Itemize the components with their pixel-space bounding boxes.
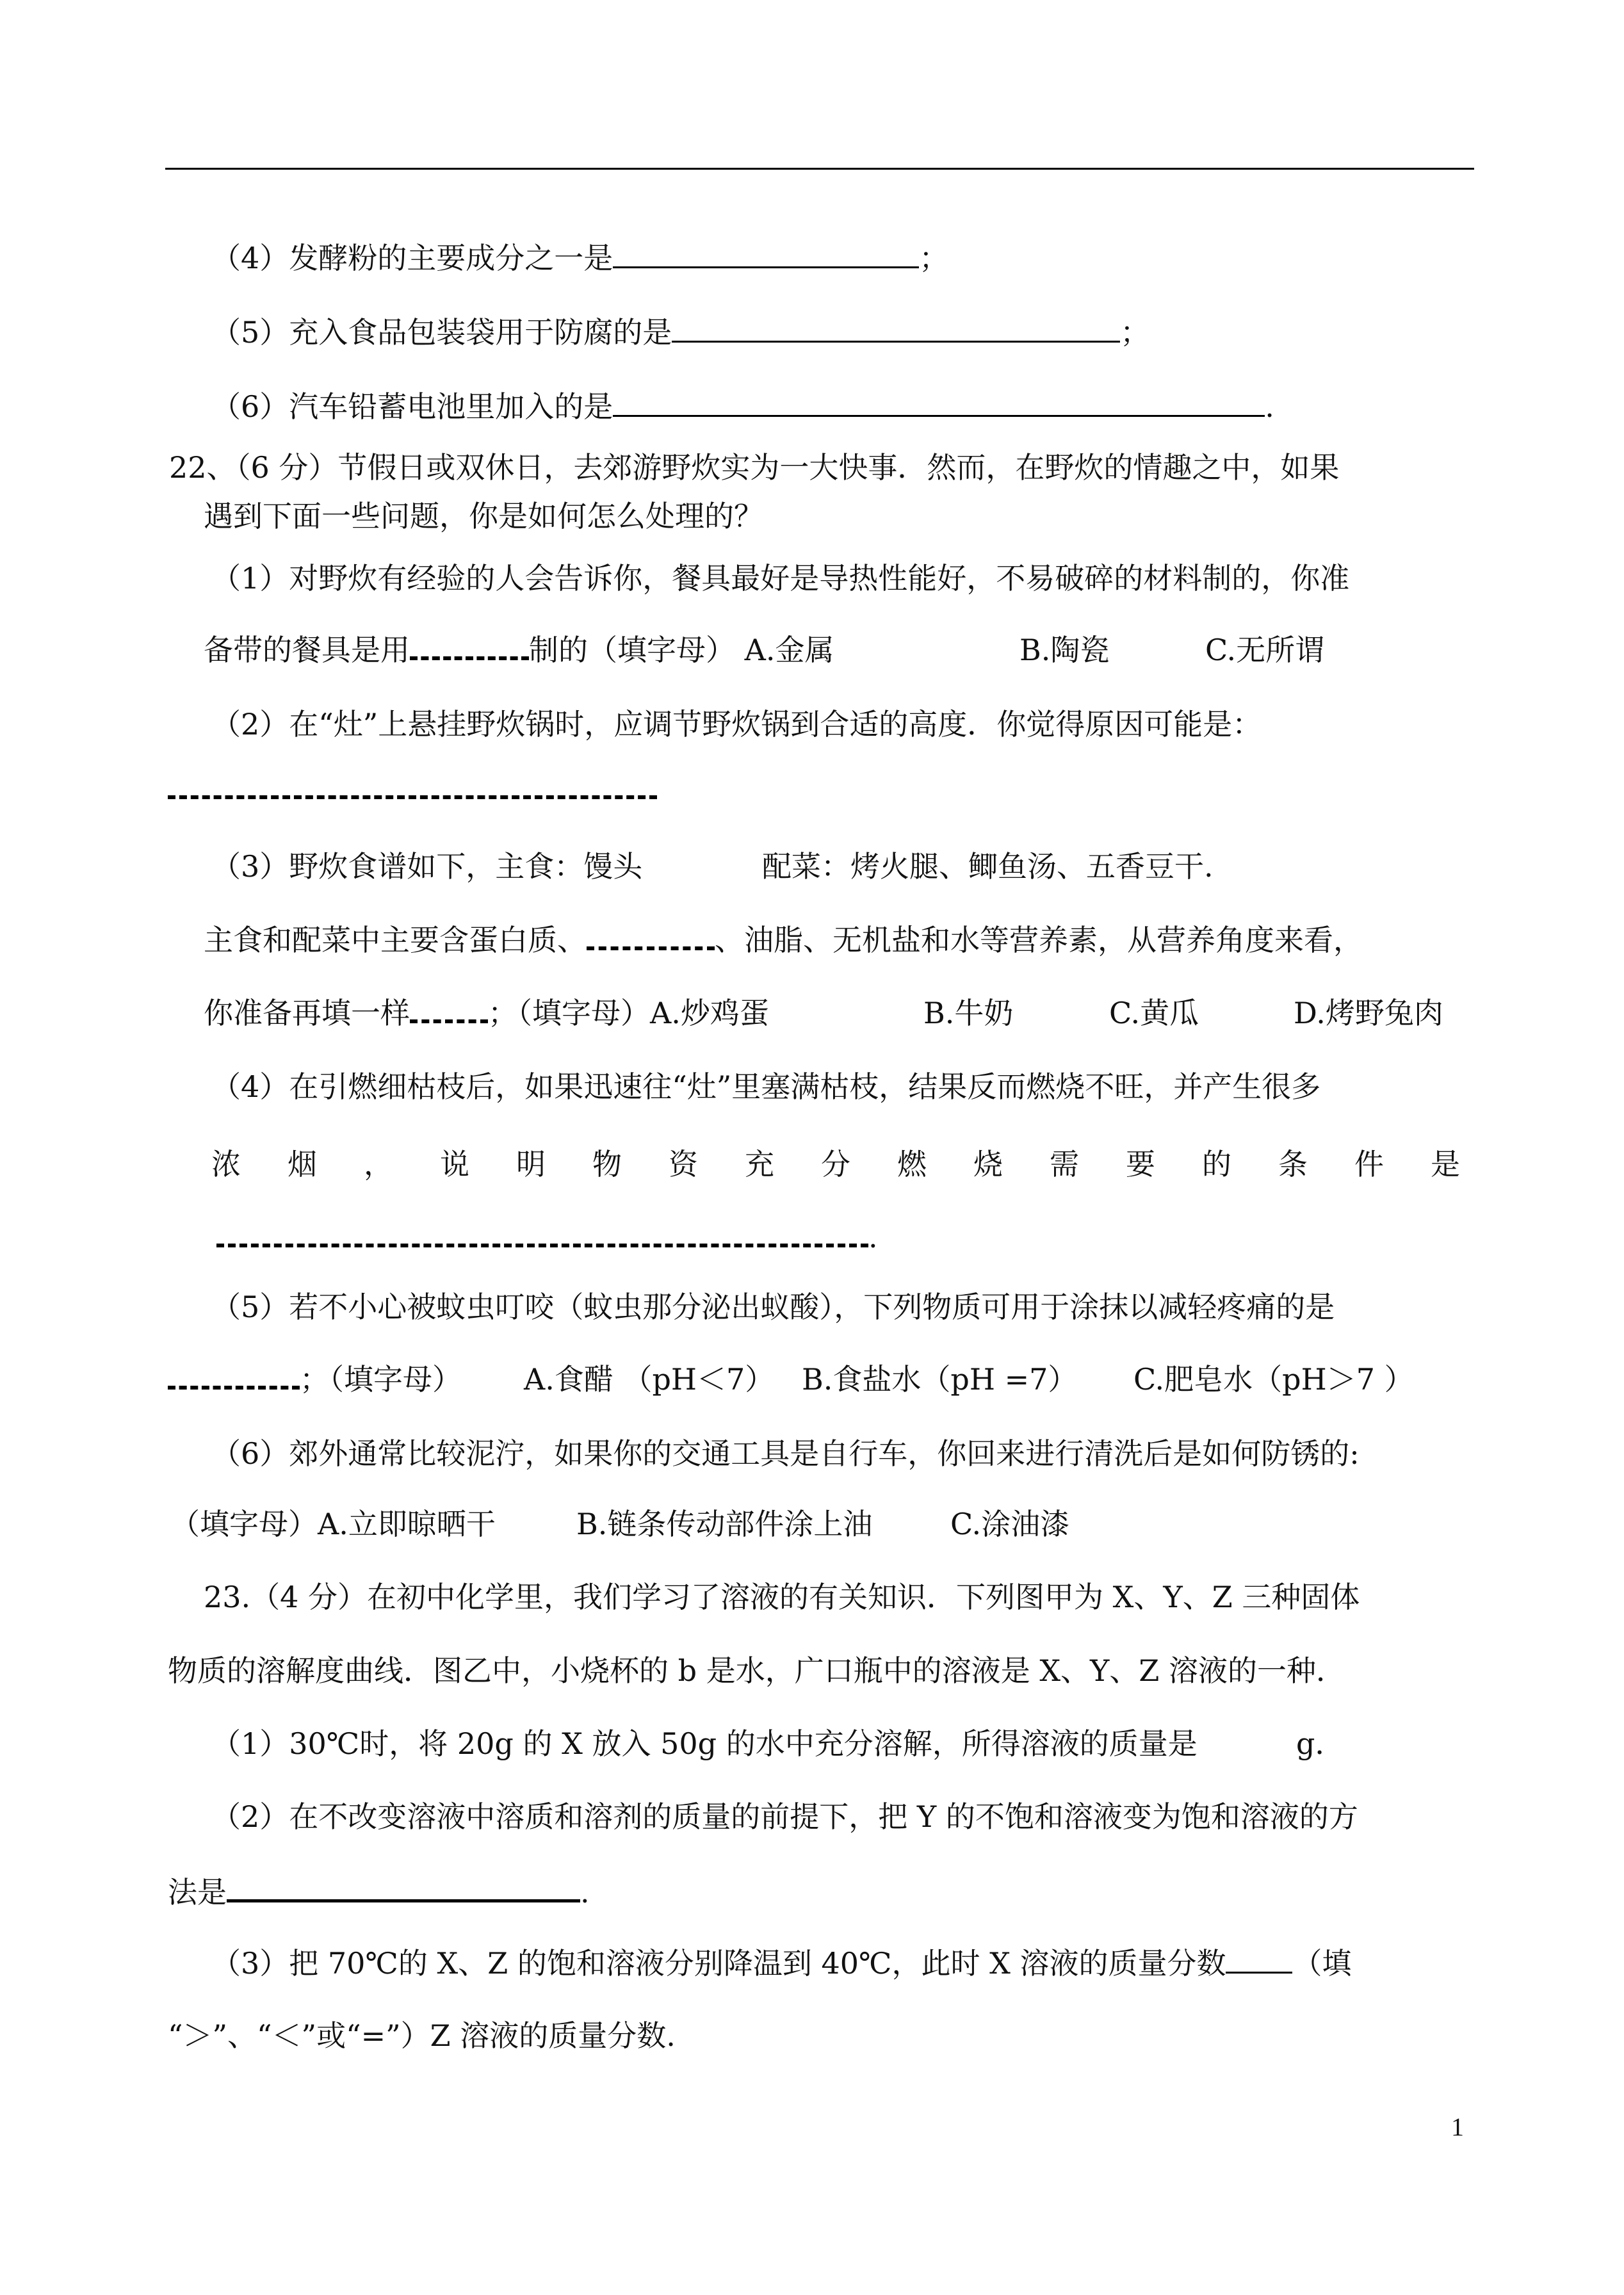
- q22-p3-option-b: B.牛奶: [923, 996, 1014, 1030]
- answer-blank[interactable]: [227, 1871, 580, 1902]
- q22-p4-line1: （4）在引燃细枯枝后，如果迅速往“灶”里塞满枯枝，结果反而燃烧不旺，并产生很多: [211, 1069, 1321, 1104]
- q22-p3-option-d: D.烤野兔肉: [1294, 996, 1443, 1030]
- q23-p2-line1: （2）在不改变溶液中溶质和溶剂的质量的前提下，把 Y 的不饱和溶液变为饱和溶液的方: [211, 1799, 1358, 1834]
- q22-p6-option-b: B.链条传动部件涂上油: [576, 1507, 873, 1541]
- q23-stem-line1: 23.（4 分）在初中化学里，我们学习了溶液的有关知识．下列图甲为 X、Y、Z 三种固体: [204, 1580, 1360, 1614]
- q23-p1-unit: g．: [1296, 1726, 1345, 1761]
- header-rule: [165, 168, 1474, 170]
- q23-stem-line2: 物质的溶解度曲线．图乙中，小烧杯的 b 是水，广口瓶中的溶液是 X、Y、Z 溶液的一种．: [168, 1653, 1346, 1688]
- answer-blank[interactable]: [587, 921, 715, 950]
- q22-p1-line1: （1）对野炊有经验的人会告诉你，餐具最好是导热性能好，不易破碎的材料制的，你准: [211, 561, 1350, 596]
- q22-p5-option-c: C.肥皂水（pH＞7 ）: [1133, 1362, 1414, 1397]
- page-number: 1: [1451, 2113, 1464, 2141]
- q22-p6-line1: （6）郊外通常比较泥泞，如果你的交通工具是自行车，你回来进行清洗后是如何防锈的:: [211, 1436, 1360, 1471]
- answer-blank[interactable]: [613, 387, 1265, 417]
- q21-item6: （6）汽车铅蓄电池里加入的是 .: [211, 387, 1274, 426]
- answer-blank[interactable]: [168, 1360, 300, 1390]
- q21-item4: （4）发酵粉的主要成分之一是 ；: [211, 238, 948, 277]
- q23-p1: （1）30℃时，将 20g 的 X 放入 50g 的水中充分溶解，所得溶液的质量是: [211, 1726, 1198, 1761]
- q22-p3-line3: 你准备再填一样 ；（填字母）A.炒鸡蛋: [204, 994, 769, 1032]
- q23-p3-line1: （3）把 70℃的 X、Z 的饱和溶液分别降温到 40℃，此时 X 溶液的质量分数 （填: [211, 1943, 1351, 1983]
- answer-blank[interactable]: [1226, 1943, 1292, 1974]
- answer-blank[interactable]: [613, 238, 919, 268]
- q22-stem-line2: 遇到下面一些问题，你是如何怎么处理的？: [204, 499, 763, 533]
- q23-p2-line2: 法是 .: [168, 1871, 590, 1911]
- answer-blank[interactable]: [672, 312, 1120, 343]
- q23-p3-line2: “＞”、“＜”或“=”）Z 溶液的质量分数.: [168, 2018, 676, 2053]
- q21-item5: （5）充入食品包装袋用于防腐的是 ；: [211, 312, 1149, 352]
- q22-p3-line2: 主食和配菜中主要含蛋白质、 、油脂、无机盐和水等营养素，从营养角度来看，: [204, 921, 1363, 959]
- q22-p3-option-c: C.黄瓜: [1109, 996, 1199, 1030]
- q22-p5-option-b: B.食盐水（pH =7）: [802, 1362, 1078, 1397]
- q22-p5-line2: ；（填字母）: [168, 1360, 462, 1399]
- q22-p3-line1-b: 配菜：烤火腿、鲫鱼汤、五香豆干.: [762, 849, 1214, 884]
- q22-p1-line2: 备带的餐具是用 制的（填字母） A.金属: [204, 631, 834, 669]
- q22-stem-line1: 22、（6 分）节假日或双休日，去郊游野炊实为一大快事．然而，在野炊的情趣之中，如果: [169, 450, 1340, 485]
- answer-blank[interactable]: [410, 631, 529, 660]
- q22-p4-line3: .: [216, 1218, 878, 1256]
- q22-p5-option-a: A.食醋 （pH＜7）: [524, 1362, 775, 1397]
- q22-p1-option-b: B.陶瓷: [1019, 633, 1110, 667]
- q22-p3-line1: （3）野炊食谱如下，主食：馒头: [211, 849, 643, 884]
- answer-blank[interactable]: [168, 770, 657, 799]
- q22-p6-line2: （填字母）A.立即晾晒干: [170, 1507, 496, 1541]
- answer-blank[interactable]: [410, 994, 488, 1023]
- q22-p6-option-c: C.涂油漆: [950, 1507, 1070, 1541]
- q22-p4-line2: 浓 烟 ， 说 明 物 资 充 分 燃 烧 需 要 的 条 件 是: [211, 1147, 1460, 1181]
- q22-p1-option-c: C.无所谓: [1205, 633, 1325, 667]
- q22-p2-line1: （2）在“灶”上悬挂野炊锅时，应调节野炊锅到合适的高度．你觉得原因可能是：: [211, 707, 1262, 742]
- q22-p5-line1: （5）若不小心被蚊虫叮咬（蚊虫那分泌出蚁酸），下列物质可用于涂抹以减轻疼痛的是: [211, 1290, 1335, 1324]
- q22-p2-answer-line[interactable]: [168, 770, 657, 808]
- answer-blank[interactable]: [216, 1218, 868, 1247]
